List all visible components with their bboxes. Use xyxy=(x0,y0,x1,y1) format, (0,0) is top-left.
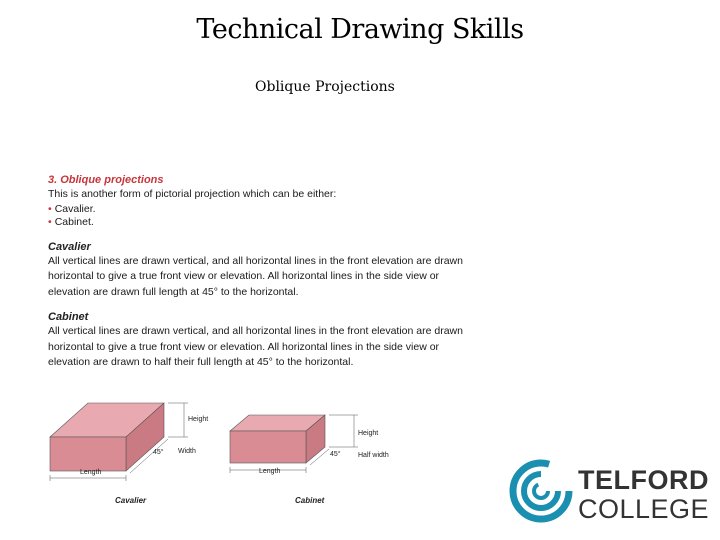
projection-types-list xyxy=(48,203,478,230)
slide-title: Technical Drawing Skills xyxy=(196,14,524,45)
cavalier-heading: Cavalier xyxy=(48,240,91,253)
list-item: • Cavalier. xyxy=(48,202,96,215)
telford-college-logo xyxy=(508,458,713,524)
intro-text: This is another form of pictorial projection which can be either: xyxy=(48,188,337,200)
cavalier-height-label: Height xyxy=(188,416,209,423)
oblique-diagram xyxy=(40,395,410,515)
cavalier-box xyxy=(50,403,208,505)
cavalier-text-line: All vertical lines are drawn vertical, and all horizontal lines in the front elevation are drawn xyxy=(48,254,463,267)
oblique-projection-figure xyxy=(40,395,410,515)
cabinet-width-label: Half width xyxy=(358,452,389,459)
cavalier-front-face xyxy=(50,437,126,471)
logo-line-college: COLLEGE xyxy=(578,494,710,524)
section-heading: 3. Oblique projections xyxy=(48,174,164,186)
logo-graphic xyxy=(508,458,713,524)
cabinet-text-line: horizontal to give a true front view or elevation. All horizontal lines in the side view or xyxy=(48,340,440,353)
logo-line-telford: TELFORD xyxy=(578,465,709,495)
cabinet-caption: Cabinet xyxy=(295,496,325,505)
slide-subtitle: Oblique Projections xyxy=(255,79,395,95)
cabinet-front-face xyxy=(230,431,306,463)
bullet-icon: • xyxy=(48,216,52,228)
bullet-icon: • xyxy=(48,202,52,215)
cabinet-heading: Cabinet xyxy=(48,311,89,323)
swirl-mark-icon xyxy=(513,463,569,519)
cabinet-angle-label: 45° xyxy=(330,451,341,458)
cabinet-box xyxy=(230,415,389,505)
cavalier-text-line: elevation are drawn full length at 45° to the horizontal. xyxy=(48,285,299,298)
cabinet-text-line: All vertical lines are drawn vertical, and all horizontal lines in the front elevation are drawn xyxy=(48,325,463,337)
list-item: • Cabinet. xyxy=(48,216,94,228)
document-excerpt xyxy=(48,174,478,371)
cabinet-text-line: elevation are drawn to half their full length at 45° to the horizontal. xyxy=(48,356,354,368)
cavalier-text-line: horizontal to give a true front view or elevation. All horizontal lines in the side view or xyxy=(48,270,440,282)
cavalier-angle-label: 45° xyxy=(153,449,164,456)
cavalier-length-label: Length xyxy=(80,469,102,476)
cabinet-height-label: Height xyxy=(358,430,379,437)
cabinet-length-label: Length xyxy=(259,468,281,475)
cavalier-caption: Cavalier xyxy=(115,496,147,505)
cavalier-width-label: Width xyxy=(178,448,196,455)
